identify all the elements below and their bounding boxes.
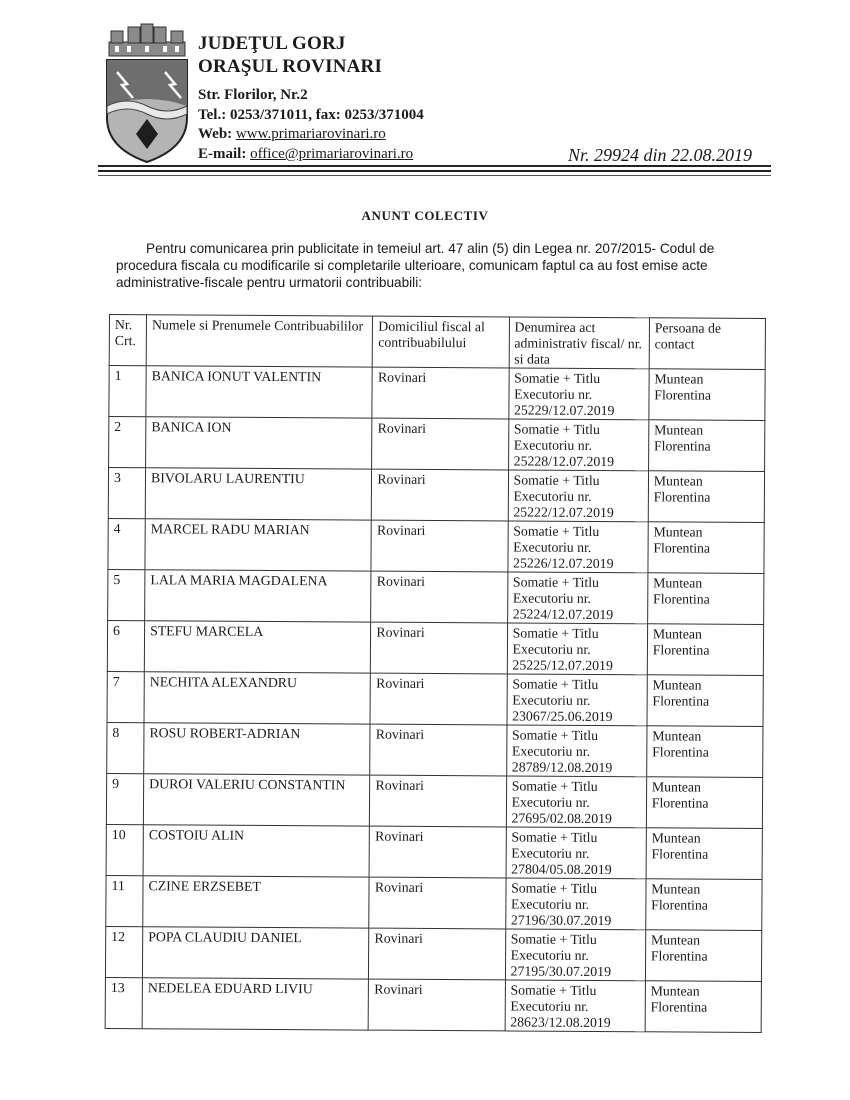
cell-act: Somatie + Titlu Executoriu nr. 27196/30.07.2019 [505,878,646,930]
email-line [198,146,413,163]
header-divider [98,175,771,176]
cell-nr: 3 [108,468,145,519]
cell-contact: Muntean Florentina [647,573,764,625]
header-name: Numele si Prenumele Contribuabililor [146,315,373,367]
cell-act: Somatie + Titlu Executoriu nr. 25222/12.07.2019 [508,470,649,522]
intro-text: Pentru comunicarea prin publicitate in temeiul art. 47 alin (5) din Legea nr. 207/2015- Codul de procedura fiscala cu modificarile si completarile ulterioare, comunicam faptul ca au fost emise acte administrative-fiscale pentru urmatorii contribuabili: [116,241,715,290]
cell-act: Somatie + Titlu Executoriu nr. 28623/12.08.2019 [505,980,646,1032]
header-divider [98,165,771,167]
cell-domicile: Rovinari [372,367,509,419]
cell-contact: Muntean Florentina [645,930,762,982]
cell-act: Somatie + Titlu Executoriu nr. 23067/25.06.2019 [507,674,648,726]
intro-paragraph [116,240,756,291]
table-row [106,824,762,879]
cell-name: POPA CLAUDIU DANIEL [142,927,369,979]
cell-name: LALA MARIA MAGDALENA [145,570,372,622]
header-contact: Persoana de contact [649,318,766,370]
town-name: ORAŞUL ROVINARI [198,56,383,77]
cell-act: Somatie + Titlu Executoriu nr. 27195/30.07.2019 [505,929,646,981]
cell-nr: 12 [105,926,142,977]
cell-name: DUROI VALERIU CONSTANTIN [143,774,370,826]
address-line: Str. Florilor, Nr.2 [198,87,308,103]
cell-nr: 11 [106,875,143,926]
cell-contact: Muntean Florentina [647,675,764,727]
web-link[interactable]: www.primariarovinari.ro [235,126,386,142]
table-row [106,875,762,930]
cell-act: Somatie + Titlu Executoriu nr. 25225/12.07.2019 [507,623,648,675]
cell-contact: Muntean Florentina [646,879,763,931]
cell-nr: 7 [107,671,144,722]
cell-nr: 4 [108,518,145,569]
cell-domicile: Rovinari [369,826,506,878]
table-row [109,366,765,421]
cell-contact: Muntean Florentina [646,828,763,880]
phone-line: Tel.: 0253/371011, fax: 0253/371004 [198,107,424,123]
cell-name: BIVOLARU LAURENTIU [145,468,372,520]
cell-domicile: Rovinari [369,979,506,1031]
cell-contact: Muntean Florentina [646,726,763,778]
cell-nr: 13 [105,977,142,1028]
table-row [108,569,764,624]
table-row [107,671,763,726]
document-title: ANUNT COLECTIV [361,208,489,223]
cell-act: Somatie + Titlu Executoriu nr. 28789/12.08.2019 [506,725,647,777]
taxpayers-table [105,314,766,1033]
cell-nr: 8 [107,722,144,773]
cell-contact: Muntean Florentina [648,522,765,574]
table-row [107,722,763,777]
coat-of-arms-icon [103,22,191,164]
cell-domicile: Rovinari [369,928,506,980]
cell-contact: Muntean Florentina [647,624,764,676]
cell-nr: 2 [109,417,146,468]
cell-act: Somatie + Titlu Executoriu nr. 25226/12.07.2019 [508,521,649,573]
table-row [108,468,764,523]
table-row [106,773,762,828]
cell-domicile: Rovinari [372,469,509,521]
cell-name: NEDELEA EDUARD LIVIU [142,978,369,1030]
cell-domicile: Rovinari [370,775,507,827]
cell-name: COSTOIU ALIN [143,825,370,877]
email-link[interactable]: office@primariarovinari.ro [250,146,414,162]
cell-domicile: Rovinari [372,418,509,470]
county-name: JUDEŢUL GORJ [198,33,346,54]
cell-nr: 5 [108,569,145,620]
cell-domicile: Rovinari [371,571,508,623]
cell-name: ROSU ROBERT-ADRIAN [144,723,371,775]
email-label: E-mail: [198,146,247,162]
cell-contact: Muntean Florentina [648,420,765,472]
web-line [198,126,386,143]
cell-contact: Muntean Florentina [645,981,762,1033]
cell-act: Somatie + Titlu Executoriu nr. 27695/02.08.2019 [506,776,647,828]
cell-name: BANICA ION [146,417,373,469]
cell-name: STEFU MARCELA [144,621,371,673]
cell-name: CZINE ERZSEBET [143,876,370,928]
cell-name: BANICA IONUT VALENTIN [146,366,373,418]
header-domicile: Domiciliul fiscal al contribuabilului [373,316,510,368]
cell-domicile: Rovinari [371,520,508,572]
cell-act: Somatie + Titlu Executoriu nr. 27804/05.08.2019 [506,827,647,879]
cell-domicile: Rovinari [370,673,507,725]
cell-nr: 9 [106,773,143,824]
table-row [105,977,761,1032]
cell-domicile: Rovinari [369,877,506,929]
cell-name: NECHITA ALEXANDRU [144,672,371,724]
header-divider [98,170,771,172]
cell-nr: 10 [106,824,143,875]
table-row [109,417,765,472]
cell-domicile: Rovinari [371,622,508,674]
cell-name: MARCEL RADU MARIAN [145,519,372,571]
table-row [107,620,763,675]
table-row [105,926,761,981]
table-header-row [109,315,765,370]
cell-domicile: Rovinari [370,724,507,776]
cell-act: Somatie + Titlu Executoriu nr. 25229/12.07.2019 [508,368,649,420]
header-nr: Nr. Crt. [109,315,146,366]
cell-contact: Muntean Florentina [648,471,765,523]
cell-act: Somatie + Titlu Executoriu nr. 25224/12.07.2019 [507,572,648,624]
cell-nr: 1 [109,366,146,417]
cell-contact: Muntean Florentina [646,777,763,829]
table-row [108,518,764,573]
cell-act: Somatie + Titlu Executoriu nr. 25228/12.07.2019 [508,419,649,471]
header-act: Denumirea act administrativ fiscal/ nr. si data [509,317,650,369]
cell-contact: Muntean Florentina [649,369,766,421]
cell-nr: 6 [107,620,144,671]
document-number: Nr. 29924 din 22.08.2019 [568,145,753,165]
web-label: Web: [198,126,233,142]
